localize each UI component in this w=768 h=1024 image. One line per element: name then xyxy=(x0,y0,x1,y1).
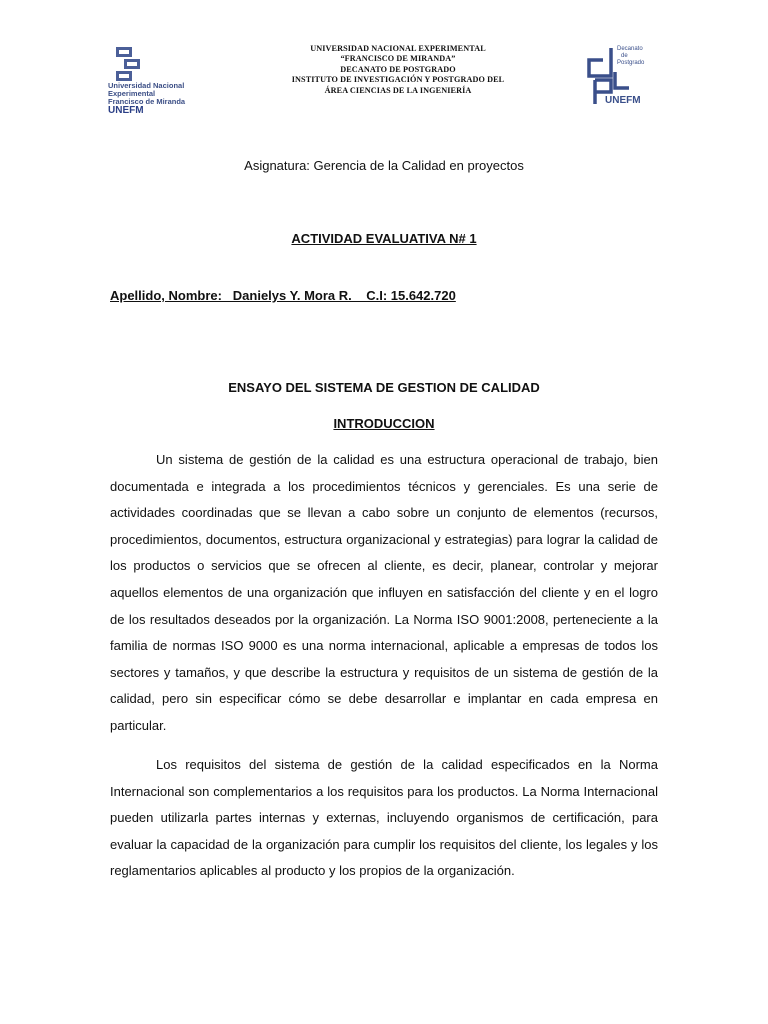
logo-line-3: Francisco de Miranda xyxy=(108,97,186,106)
unefm-logo-icon xyxy=(116,47,140,81)
paragraph: Los requisitos del sistema de gestión de la calidad especificados en la Norma Internacional son complementarios a los requisitos para los productos. La Norma Internacional pueden utilizarla partes internas y externas, incluyendo organismos de certificación, para evaluar la capacidad de la organización para cumplir los requisitos del cliente, los legales y los reglamentarios aplicables al producto y los propios de la organización. xyxy=(110,757,658,879)
institution-line: UNIVERSIDAD NACIONAL EXPERIMENTAL xyxy=(310,44,486,53)
document-header xyxy=(108,40,668,120)
subject-line: Asignatura: Gerencia de la Calidad en proyectos xyxy=(244,158,524,173)
institution-block xyxy=(273,44,523,96)
institution-line: DECANATO DE POSTGRADO xyxy=(340,64,456,74)
institution-line: INSTITUTO DE INVESTIGACIÓN Y POSTGRADO DEL xyxy=(291,75,505,85)
section-title: INTRODUCCION xyxy=(333,416,435,431)
decanato-line-3: Postgrado xyxy=(617,60,645,66)
logo-line-1: Universidad Nacional xyxy=(108,81,185,90)
decanato-brand: UNEFM xyxy=(605,95,641,106)
essay-title: ENSAYO DEL SISTEMA DE GESTION DE CALIDAD xyxy=(228,380,540,395)
paragraph: Un sistema de gestión de la calidad es una estructura operacional de trabajo, bien documentada e integrada a los procedimientos técnicos y gerenciales. Es una serie de actividades coordinadas que se llevan a cabo sobre un conjunto de elementos (recursos, procedimientos, documentos, estructura organizacional y estrategias) para lograr la calidad de los productos o servicios que se ofrecen al cliente, es decir, planear, controlar y mejorar aquellos elementos de una organización que influyen en satisfacción del cliente y en el logro de los resultados deseados por la organización. La Norma ISO 9001:2008, perteneciente a la familia de normas ISO 9000 es una norma internacional, aplicable a empresas de todos los sectores y tamaños, y que describe la estructura y requisitos de un sistema de gestión de la calidad, pero sin especificar cómo se debe desarrollar e implantar en cada empresa en particular. xyxy=(110,452,658,733)
logo-line-2: Experimental xyxy=(108,89,156,98)
decanato-line-2: de xyxy=(621,53,628,59)
student-info: Apellido, Nombre: Danielys Y. Mora R. C.I: 15.642.720 xyxy=(110,288,456,303)
institution-line: ÁREA CIENCIAS DE LA INGENIERÍA xyxy=(324,85,472,95)
activity-title: ACTIVIDAD EVALUATIVA N# 1 xyxy=(291,231,477,246)
logo-brand: UNEFM xyxy=(108,105,144,116)
unefm-logo xyxy=(108,45,208,115)
decanato-line-1: Decanato xyxy=(617,46,643,52)
decanato-logo xyxy=(585,46,665,110)
institution-line: “FRANCISCO DE MIRANDA” xyxy=(340,54,456,64)
